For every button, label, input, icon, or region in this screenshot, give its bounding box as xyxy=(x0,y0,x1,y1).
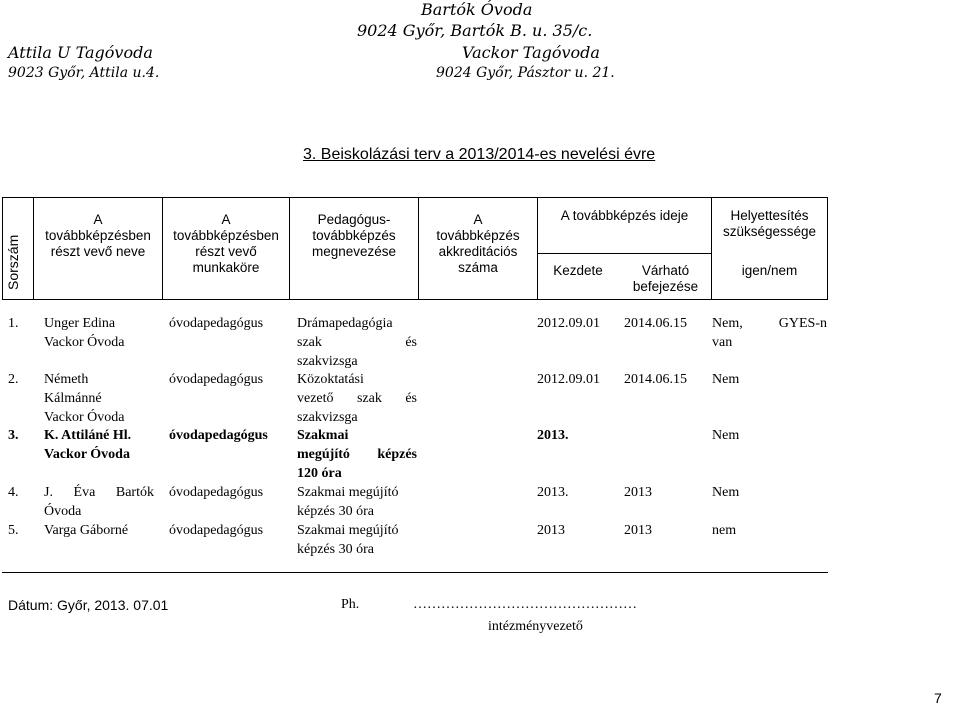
row2-name: Németh Kálmánné Vackor Óvoda xyxy=(44,372,125,425)
row4-role: óvodapedagógus xyxy=(169,485,264,500)
main-institution-name: Bartók Óvoda xyxy=(421,0,533,19)
row1-training: Drámapedagógia szak és szakvizsga xyxy=(297,316,417,369)
table-right-border xyxy=(827,197,828,299)
row2-number: 2. xyxy=(8,372,19,387)
row5-name: Varga Gáborné xyxy=(44,523,129,538)
row3-name: K. Attiláné Hl. Vackor Óvoda xyxy=(44,428,132,462)
table-header-divider xyxy=(2,299,828,300)
header-training-name: Pedagógus- továbbképzés megnevezése xyxy=(311,212,397,259)
row3-number: 3. xyxy=(8,428,19,443)
row4-training: Szakmai megújító képzés 30 óra xyxy=(297,485,399,519)
right-institution-address: 9024 Győr, Pásztor u. 21. xyxy=(436,65,615,81)
row3-start: 2013. xyxy=(537,428,569,443)
table-left-border xyxy=(2,197,3,299)
row1-end: 2014.06.15 xyxy=(624,316,687,331)
row2-substitution: Nem xyxy=(712,372,740,387)
row5-start: 2013 xyxy=(537,523,565,538)
header-sorszam: Sorszám xyxy=(5,234,21,290)
date-subheader-divider xyxy=(537,253,711,254)
row2-role: óvodapedagógus xyxy=(169,372,264,387)
row1-number: 1. xyxy=(8,316,19,331)
table-top-border xyxy=(2,197,828,198)
row2-end: 2014.06.15 xyxy=(624,372,687,387)
row4-end: 2013 xyxy=(624,485,652,500)
row4-start: 2013. xyxy=(537,485,569,500)
page-number: 7 xyxy=(934,690,942,706)
header-yes-no: igen/nem xyxy=(741,263,798,278)
header-accreditation-number: A továbbképzés akkreditációs száma xyxy=(436,212,520,275)
row1-role: óvodapedagógus xyxy=(169,316,264,331)
row5-end: 2013 xyxy=(624,523,652,538)
footer-stamp-label: Ph. xyxy=(341,597,360,612)
footer-signer-title: intézményvezető xyxy=(488,619,583,634)
row2-start: 2012.09.01 xyxy=(537,372,600,387)
row4-substitution: Nem xyxy=(712,485,740,500)
left-institution-name: Attila U Tagóvoda xyxy=(8,43,153,62)
row5-number: 5. xyxy=(8,523,19,538)
header-training-period: A továbbképzés ideje xyxy=(560,208,689,223)
footer-date: Dátum: Győr, 2013. 07.01 xyxy=(8,597,169,613)
row1-substitution: Nem, GYES-n van xyxy=(712,316,827,350)
table-bottom-border xyxy=(2,572,828,573)
row3-substitution: Nem xyxy=(712,428,740,443)
footer-signature-line: ………………………………………… xyxy=(413,597,637,612)
row1-start: 2012.09.01 xyxy=(537,316,600,331)
row4-name: J. Éva Bartók Óvoda xyxy=(44,485,154,519)
header-participant-name: A továbbképzésben részt vevő neve xyxy=(45,212,151,259)
header-substitution: Helyettesítés szükségessége xyxy=(722,208,817,239)
row5-training: Szakmai megújító képzés 30 óra xyxy=(297,523,399,557)
header-participant-role: A továbbképzésben részt vevő munkaköre xyxy=(173,212,279,275)
row3-training: Szakmai megújító képzés 120 óra xyxy=(297,428,417,481)
main-institution-address: 9024 Győr, Bartók B. u. 35/c. xyxy=(357,21,593,40)
header-start: Kezdete xyxy=(553,263,603,278)
header-expected-end: Várható befejezése xyxy=(632,263,699,294)
row1-name: Unger Edina Vackor Óvoda xyxy=(44,316,125,350)
row5-substitution: nem xyxy=(712,523,737,538)
right-institution-name: Vackor Tagóvoda xyxy=(462,43,600,62)
row2-training: Közoktatási vezető szak és szakvizsga xyxy=(297,372,417,425)
row5-role: óvodapedagógus xyxy=(169,523,264,538)
row3-role: óvodapedagógus xyxy=(169,428,268,443)
row4-number: 4. xyxy=(8,485,19,500)
left-institution-address: 9023 Győr, Attila u.4. xyxy=(8,65,160,81)
page-title: 3. Beiskolázási terv a 2013/2014-es nevelési évre xyxy=(303,146,656,163)
